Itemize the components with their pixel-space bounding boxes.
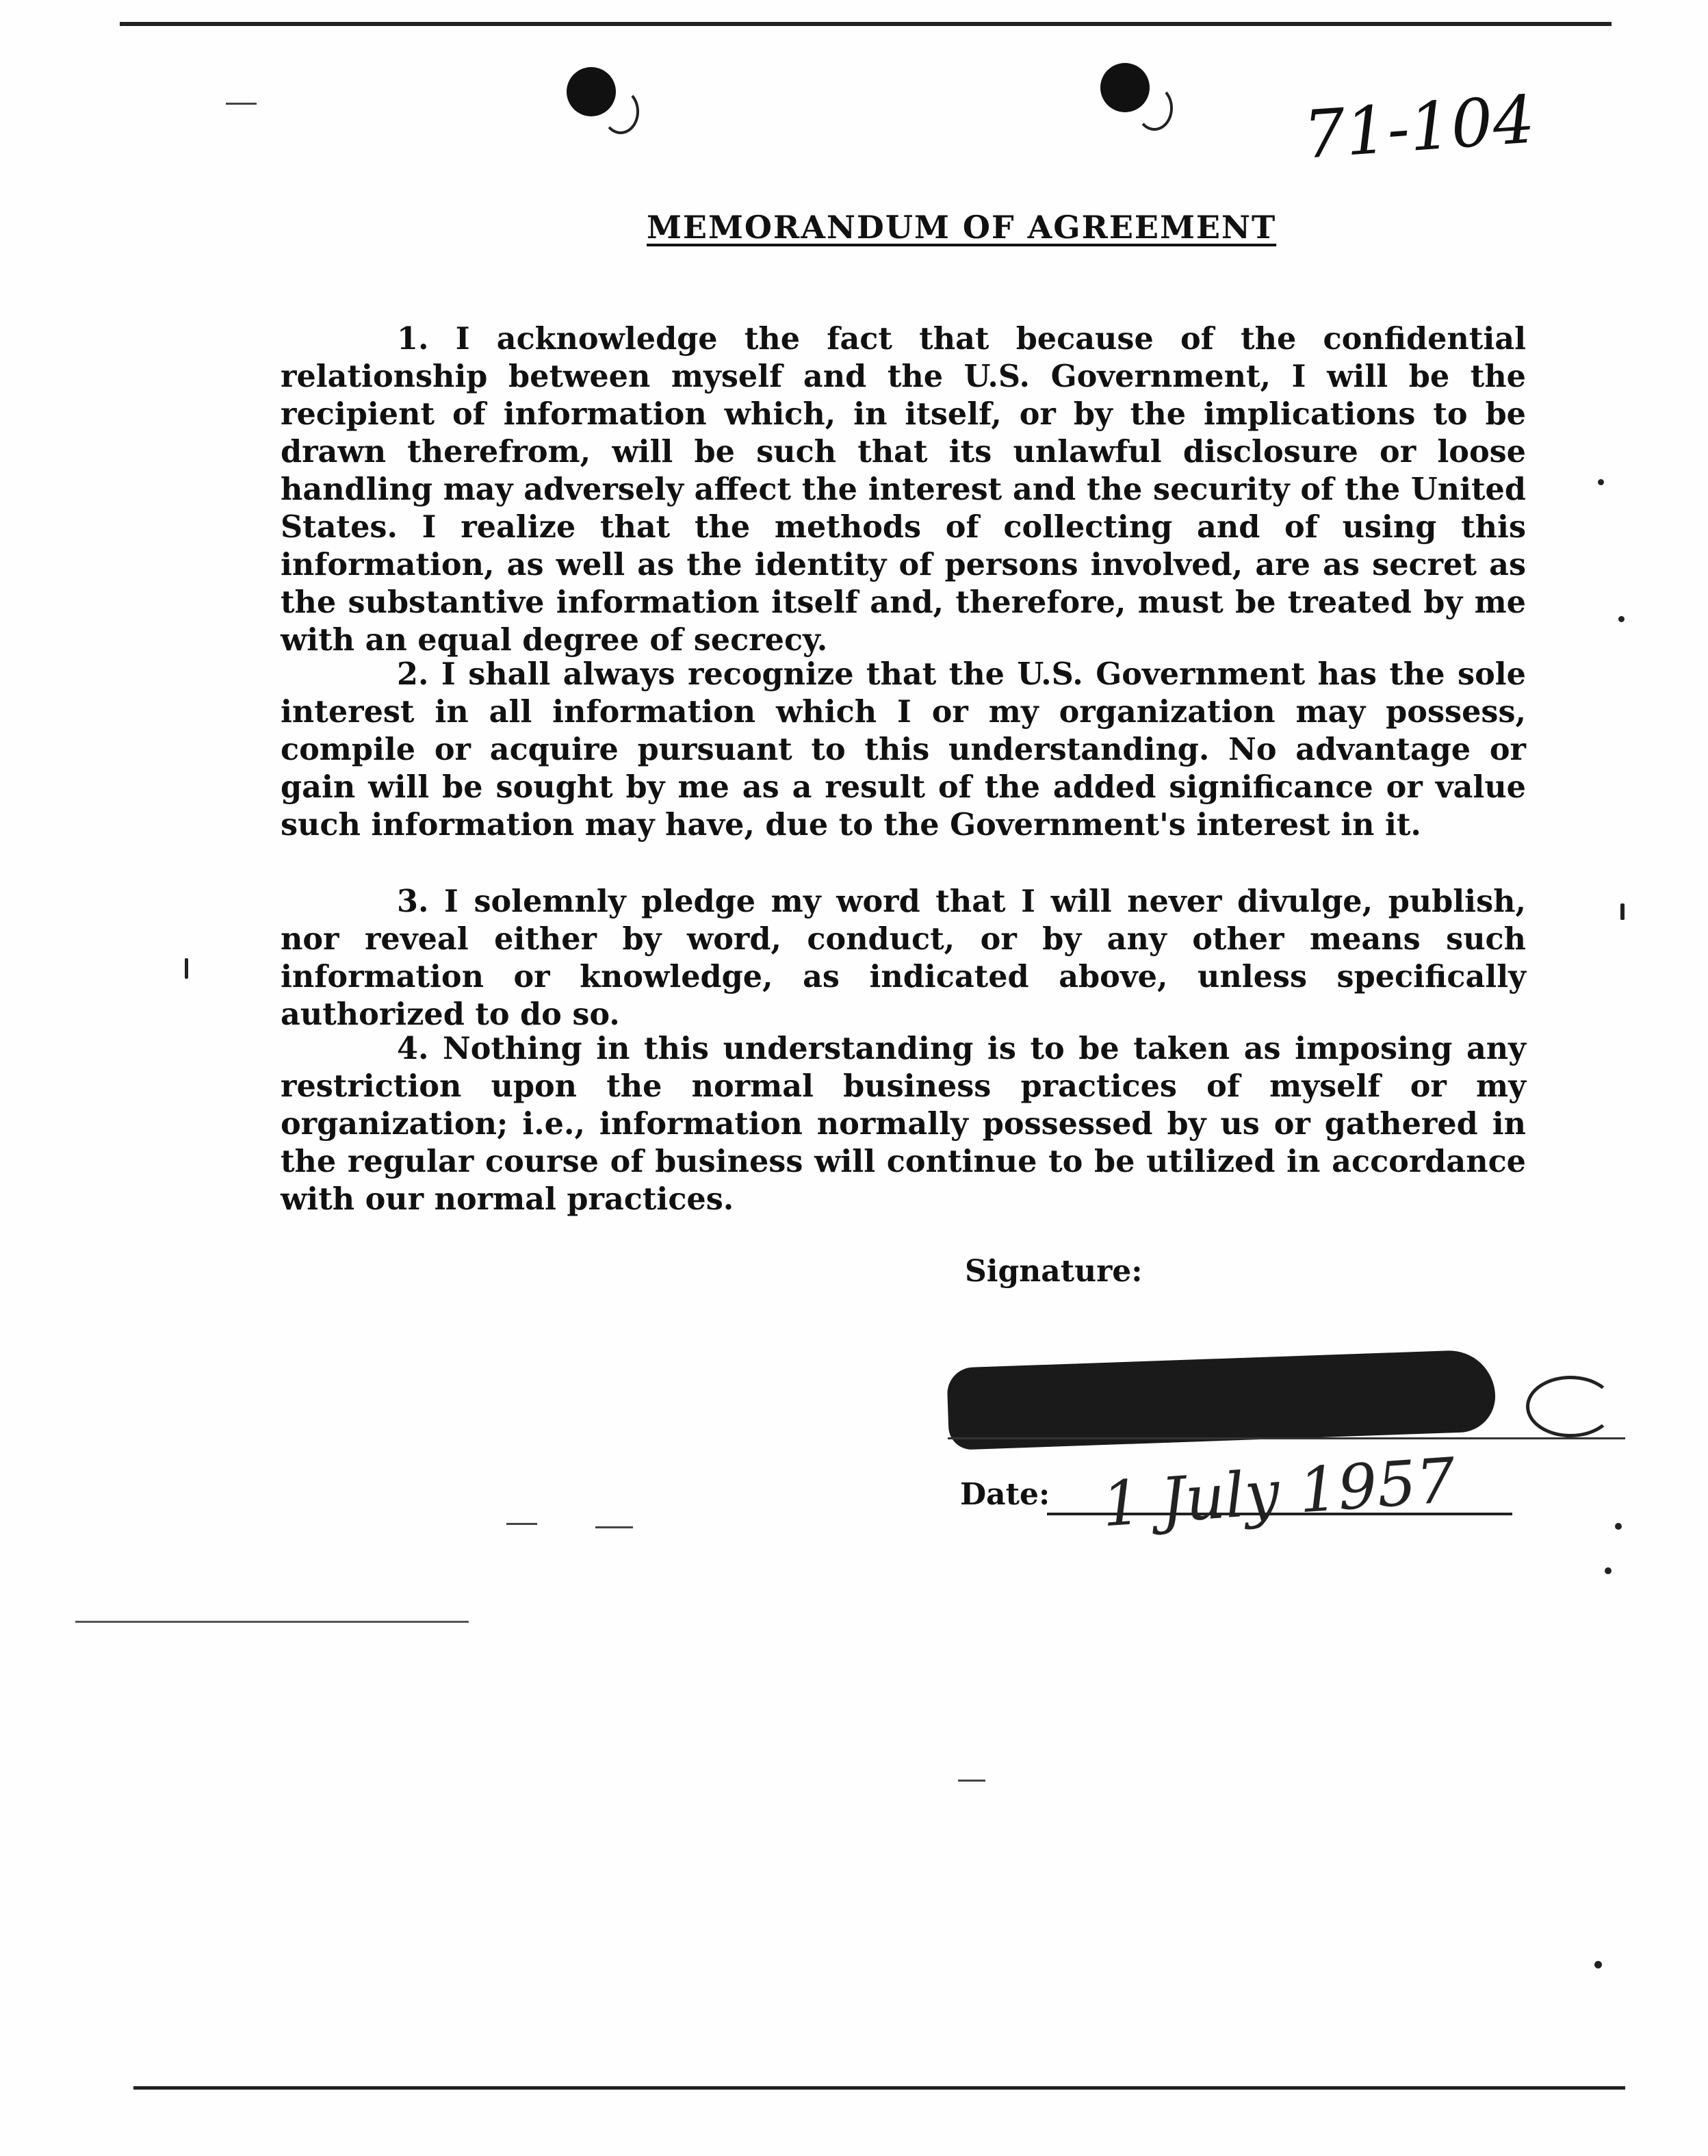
scan-speck	[1605, 1567, 1612, 1574]
scan-mark	[506, 1523, 537, 1525]
signature-flourish	[1526, 1376, 1615, 1437]
scan-speck	[1598, 479, 1604, 485]
document-title: MEMORANDUM OF AGREEMENT	[647, 209, 1277, 246]
paragraph-1: 1. I acknowledge the fact that because of the confidential relationship between myself and the U.S. Government, I will be the recipient of information which, in itself, or by the implications to be drawn therefrom, will be such that its unlawful disclosure or loose handling may adversely affect the interest and the security of the United States. I realize that the methods of collecting and of using this information, as well as the identity of persons involved, are as secret as the substantive information itself and, therefore, must be treated by me with an equal degree of secrecy.	[281, 321, 1526, 658]
redacted-signature	[946, 1349, 1497, 1450]
signature-label: Signature:	[965, 1254, 1143, 1289]
handwritten-date: 1 July 1957	[1099, 1444, 1458, 1541]
scan-mark	[226, 103, 257, 105]
handwritten-file-number: 71-104	[1301, 81, 1538, 174]
top-border-rule	[120, 22, 1612, 26]
paragraph-3: 3. I solemnly pledge my word that I will never divulge, publish, nor reveal either by word, conduct, or by any other means such information or knowledge, as indicated above, unless specifically authorized to do so.	[281, 884, 1526, 1032]
punch-hole-right-shadow	[1136, 86, 1173, 131]
signature-line	[948, 1437, 1625, 1439]
scan-mark	[595, 1526, 633, 1528]
paragraph-2: 2. I shall always recognize that the U.S. Government has the sole interest in all information which I or my organization may possess, compile or acquire pursuant to this understanding. No advantage or gain will be sought by me as a result of the added significance or value such information may have, due to the Government's interest in it.	[281, 656, 1526, 843]
paragraph-4: 4. Nothing in this understanding is to be taken as imposing any restriction upon the normal business practices of myself or my organization; i.e., information normally possessed by us or gathered in the regular course of business will continue to be utilized in accordance with our normal practices.	[281, 1031, 1526, 1217]
punch-hole-left-shadow	[602, 89, 639, 134]
scan-speck	[1620, 903, 1625, 920]
date-label: Date:	[960, 1477, 1050, 1512]
scan-speck	[1594, 1961, 1602, 1968]
scan-speck	[1618, 616, 1625, 622]
left-margin-rule	[75, 1621, 469, 1623]
scan-mark	[958, 1780, 985, 1782]
bottom-border-rule	[133, 2086, 1625, 2090]
scan-speck	[185, 958, 188, 979]
scan-speck	[1615, 1523, 1622, 1530]
